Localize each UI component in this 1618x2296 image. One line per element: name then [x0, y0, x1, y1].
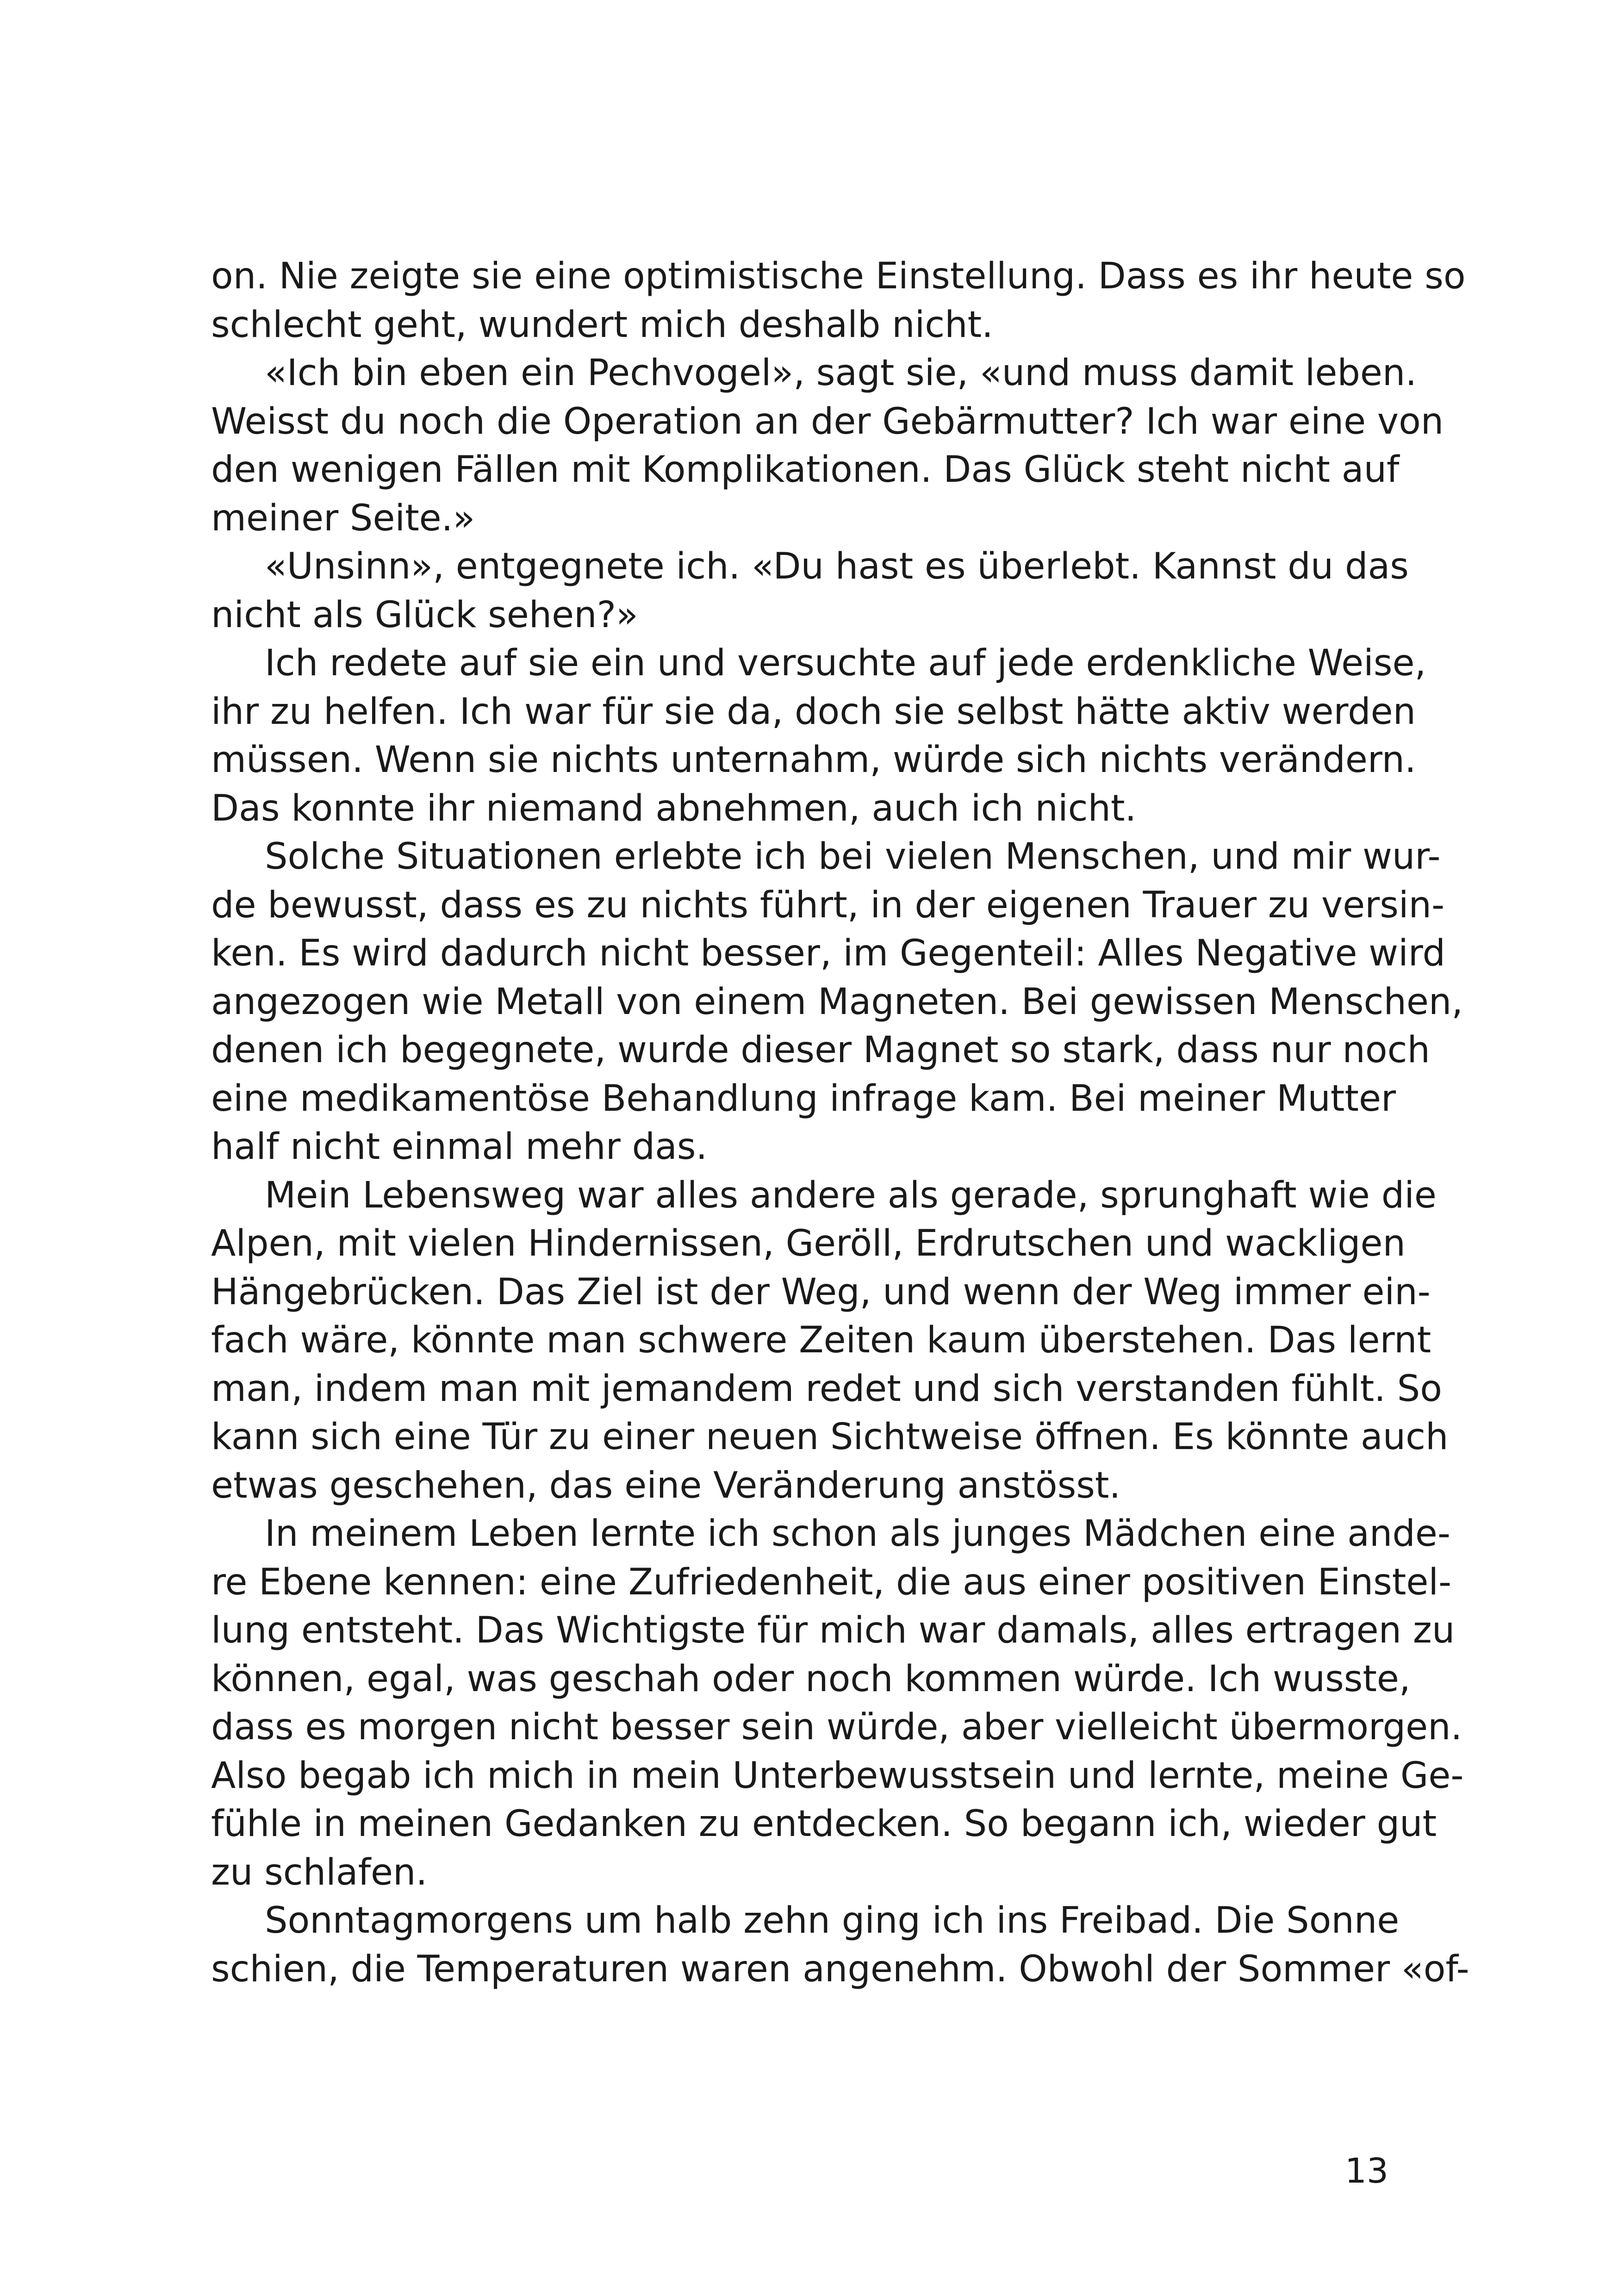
page-number: 13: [1344, 2151, 1388, 2191]
text-line: angezogen wie Metall von einem Magneten. Bei gewissen Menschen,: [211, 981, 1463, 1023]
text-line: half nicht einmal mehr das.: [211, 1126, 708, 1168]
text-line: In meinem Leben lernte ich schon als junges Mädchen eine ande-: [265, 1513, 1451, 1555]
text-line: lung entsteht. Das Wichtigste für mich war damals, alles ertragen zu: [211, 1610, 1455, 1651]
text-line: schlecht geht, wundert mich deshalb nicht.: [211, 304, 993, 346]
text-line: fach wäre, könnte man schwere Zeiten kaum überstehen. Das lernt: [211, 1319, 1431, 1361]
text-line: kann sich eine Tür zu einer neuen Sichtweise öffnen. Es könnte auch: [211, 1416, 1449, 1458]
text-line: denen ich begegnete, wurde dieser Magnet so stark, dass nur noch: [211, 1029, 1430, 1071]
text-line: Also begab ich mich in mein Unterbewusstsein und lernte, meine Ge-: [211, 1755, 1464, 1797]
text-line: ken. Es wird dadurch nicht besser, im Gegenteil: Alles Negative wird: [211, 933, 1445, 974]
text-line: können, egal, was geschah oder noch kommen würde. Ich wusste,: [211, 1658, 1411, 1700]
text-line: Alpen, mit vielen Hindernissen, Geröll, Erdrutschen und wackligen: [211, 1223, 1406, 1264]
body-text: [211, 252, 1469, 1993]
text-line: ihr zu helfen. Ich war für sie da, doch sie selbst hätte aktiv werden: [211, 691, 1416, 733]
text-line: on. Nie zeigte sie eine optimistische Einstellung. Dass es ihr heute so: [211, 255, 1466, 297]
text-line: eine medikamentöse Behandlung infrage kam. Bei meiner Mutter: [211, 1077, 1396, 1120]
text-line: re Ebene kennen: eine Zufriedenheit, die aus einer positiven Einstel-: [211, 1561, 1452, 1603]
text-line: dass es morgen nicht besser sein würde, aber vielleicht übermorgen.: [211, 1706, 1462, 1748]
text-line: nicht als Glück sehen?»: [211, 594, 638, 636]
text-line: Ich redete auf sie ein und versuchte auf jede erdenkliche Weise,: [265, 642, 1426, 684]
text-line: schien, die Temperaturen waren angenehm. Obwohl der Sommer «of-: [211, 1948, 1469, 1990]
text-line: müssen. Wenn sie nichts unternahm, würde sich nichts verändern.: [211, 739, 1416, 781]
text-line: Weisst du noch die Operation an der Gebärmutter? Ich war eine von: [211, 400, 1444, 442]
text-line: de bewusst, dass es zu nichts führt, in der eigenen Trauer zu versin-: [211, 884, 1445, 926]
text-line: «Unsinn», entgegnete ich. «Du hast es überlebt. Kannst du das: [265, 546, 1409, 587]
text-line: den wenigen Fällen mit Komplikationen. Das Glück steht nicht auf: [211, 449, 1400, 491]
text-line: zu schlafen.: [211, 1851, 428, 1893]
text-line: man, indem man mit jemandem redet und sich verstanden fühlt. So: [211, 1368, 1442, 1410]
text-line: fühle in meinen Gedanken zu entdecken. So begann ich, wieder gut: [211, 1803, 1437, 1845]
text-line: Sonntagmorgens um halb zehn ging ich ins Freibad. Die Sonne: [265, 1900, 1400, 1941]
text-line: Mein Lebensweg war alles andere als gerade, sprunghaft wie die: [265, 1174, 1437, 1216]
text-line: Hängebrücken. Das Ziel ist der Weg, und wenn der Weg immer ein-: [211, 1271, 1431, 1313]
text-line: Solche Situationen erlebte ich bei vielen Menschen, und mir wur-: [265, 836, 1441, 877]
text-line: «Ich bin eben ein Pechvogel», sagt sie, «und muss damit leben.: [265, 352, 1417, 394]
text-line: Das konnte ihr niemand abnehmen, auch ich nicht.: [211, 787, 1137, 829]
text-line: etwas geschehen, das eine Veränderung anstösst.: [211, 1464, 1121, 1506]
text-line: meiner Seite.»: [211, 497, 475, 539]
